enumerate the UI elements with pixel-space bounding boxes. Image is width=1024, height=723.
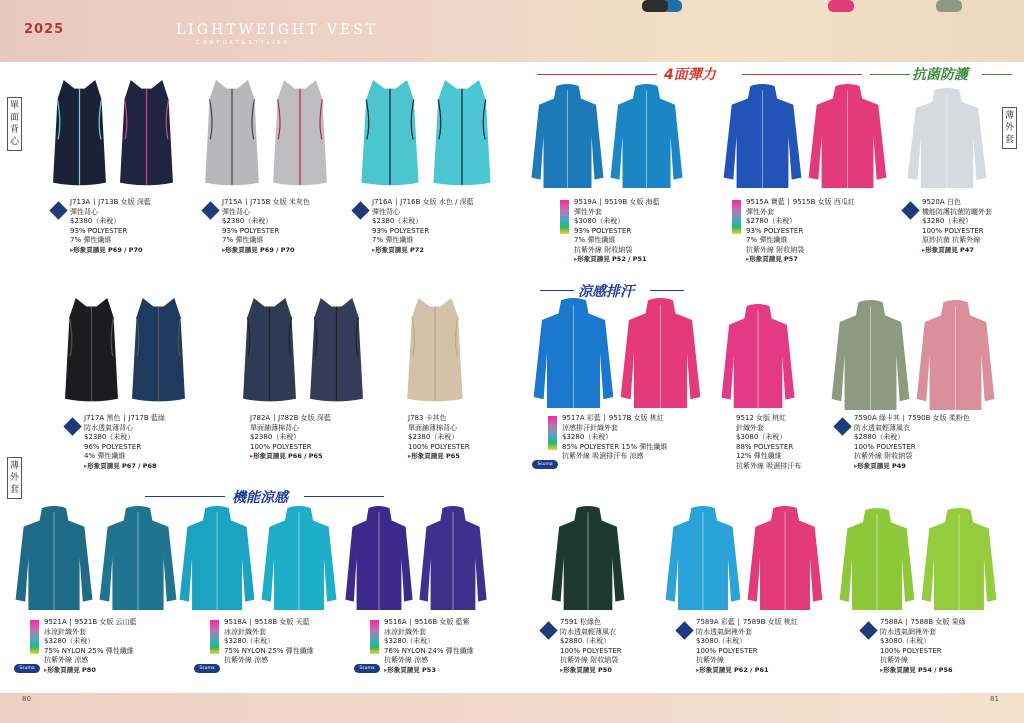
product-spec: 抗紫外線 附收納袋 bbox=[746, 245, 805, 254]
page-number-left: 80 bbox=[22, 695, 31, 703]
product-spec: $2380（未稅） bbox=[372, 217, 423, 225]
product-spec: 抗紫外線 涼感 bbox=[384, 656, 429, 664]
footer-banner bbox=[0, 693, 1024, 723]
product-info-p9512 bbox=[736, 414, 801, 471]
product-image-p7590 bbox=[830, 300, 996, 410]
product-spec: $2380（未稅） bbox=[222, 217, 273, 225]
product-spec: 93% POLYESTER bbox=[70, 226, 128, 235]
tab-vest: 單 面 背 心 bbox=[7, 97, 22, 151]
product-info-p9519 bbox=[574, 198, 660, 265]
product-spec: $3280（未稅） bbox=[922, 217, 973, 225]
product-title: 7589A 彩藍 ∣ 7589B 女版 桃紅 bbox=[696, 618, 798, 626]
product-spec: 75% NYLON 25% 彈性纖維 bbox=[44, 646, 134, 655]
fabric-logo-icon: Ssuma bbox=[14, 664, 40, 673]
product-spec: 抗紫外線 吸濕排汗布 涼感 bbox=[562, 452, 644, 460]
section-line bbox=[540, 290, 574, 291]
product-spec: 冰涼針織外套 bbox=[384, 627, 426, 636]
product-image-p9517 bbox=[532, 298, 702, 408]
product-spec: 抗紫外線 bbox=[880, 656, 908, 664]
product-image-p9518 bbox=[178, 506, 338, 610]
product-image-j715 bbox=[200, 80, 332, 188]
product-title: J783 卡其色 bbox=[408, 414, 447, 422]
product-spec: 抗紫外線 附收納袋 bbox=[574, 245, 633, 254]
product-spec: 冰涼針織外套 bbox=[44, 627, 86, 636]
product-image-p7588 bbox=[838, 508, 998, 610]
product-image-p9515 bbox=[722, 84, 888, 188]
product-spec: $2380（未稅） bbox=[408, 433, 459, 441]
feature-badge-icon bbox=[833, 417, 851, 435]
product-spec: 75% NYLON 25% 彈性纖維 bbox=[224, 646, 314, 655]
tab-thin-jacket-right: 薄 外 套 bbox=[1002, 107, 1017, 149]
storage-pouch-icon bbox=[936, 0, 962, 12]
header-banner bbox=[0, 0, 1024, 62]
product-spec: $3280（未稅） bbox=[44, 637, 95, 645]
page-reference: ▸ 形象頁請見 P50 bbox=[560, 666, 622, 676]
product-spec: 12% 彈性纖維 bbox=[736, 452, 782, 460]
section-line bbox=[870, 74, 910, 75]
product-spec: 85% POLYESTER 15% 彈性纖維 bbox=[562, 442, 668, 451]
page-reference: ▸ 形象頁請見 P57 bbox=[746, 255, 855, 265]
product-spec: 93% POLYESTER bbox=[746, 226, 804, 235]
product-image-j783 bbox=[402, 298, 468, 404]
product-spec: 100% POLYESTER bbox=[922, 226, 984, 235]
product-title: 9512 女版 桃紅 bbox=[736, 414, 787, 422]
product-spec: 防水透氣網裡外套 bbox=[880, 627, 936, 636]
section-cooling-wicking: 涼感排汗 bbox=[578, 284, 634, 300]
page-reference: ▸ 形象頁請見 P67 / P68 bbox=[84, 462, 165, 472]
page-reference: ▸ 形象頁請見 P66 / P65 bbox=[250, 452, 331, 462]
page-reference: ▸ 形象頁請見 P72 bbox=[372, 246, 474, 256]
product-spec: 100% POLYESTER bbox=[696, 646, 758, 655]
product-spec: 7% 彈性纖維 bbox=[746, 236, 788, 244]
product-info-j716 bbox=[372, 198, 474, 255]
product-spec: 抗紫外線 bbox=[696, 656, 724, 664]
product-spec: 93% POLYESTER bbox=[222, 226, 280, 235]
page-title: LIGHTWEIGHT VEST bbox=[176, 22, 379, 38]
product-spec: 單面鋪薄棉背心 bbox=[250, 423, 299, 432]
page-reference: ▸ 形象頁請見 P53 bbox=[384, 666, 474, 676]
page-subtitle: COMFORT&STYLISH bbox=[196, 40, 291, 46]
feature-badge-icon bbox=[901, 201, 919, 219]
product-spec: $3080（未稅） bbox=[696, 637, 747, 645]
product-spec: $3280（未稅） bbox=[224, 637, 275, 645]
feature-icons-stack bbox=[560, 200, 569, 234]
section-line bbox=[742, 74, 862, 75]
page-reference: ▸ 形象頁請見 P80 bbox=[44, 666, 137, 676]
feature-badge-icon bbox=[63, 417, 81, 435]
product-info-j715 bbox=[222, 198, 310, 255]
page-reference: ▸ 形象頁請見 P54 / P56 bbox=[880, 666, 966, 676]
page-number-right: 81 bbox=[990, 695, 999, 703]
product-spec: $2380（未稅） bbox=[84, 433, 135, 441]
product-spec: 4% 彈性纖維 bbox=[84, 452, 126, 460]
product-spec: 抗紫外線 附收納袋 bbox=[854, 452, 913, 460]
feature-icons-stack bbox=[30, 620, 39, 654]
product-info-p9521 bbox=[44, 618, 137, 675]
product-spec: 冰涼針織外套 bbox=[224, 627, 266, 636]
page-reference: ▸ 形象頁請見 P65 bbox=[408, 452, 470, 462]
feature-icons-stack bbox=[370, 620, 379, 654]
section-line bbox=[650, 290, 684, 291]
section-antibacterial: 抗菌防護 bbox=[912, 67, 968, 83]
page-reference: ▸ 形象頁請見 P69 / P70 bbox=[70, 246, 151, 256]
product-info-p7590 bbox=[854, 414, 970, 471]
feature-icons-stack bbox=[732, 200, 741, 234]
product-info-p7589 bbox=[696, 618, 798, 675]
product-title: 9518A ∣ 9518B 女版 天藍 bbox=[224, 618, 310, 626]
product-info-p7591 bbox=[560, 618, 622, 675]
product-spec: 100% POLYESTER bbox=[854, 442, 916, 451]
product-spec: 防水透氣輕薄風衣 bbox=[854, 423, 910, 432]
product-info-j782 bbox=[250, 414, 331, 462]
product-info-j713 bbox=[70, 198, 151, 255]
product-spec: 7% 彈性纖維 bbox=[372, 236, 414, 244]
product-image-p7589 bbox=[664, 506, 824, 610]
product-spec: 100% POLYESTER bbox=[560, 646, 622, 655]
product-info-j783 bbox=[408, 414, 470, 462]
product-spec: 機能防護抗菌防曬外套 bbox=[922, 207, 992, 216]
section-four-way-stretch: 4面彈力 bbox=[664, 67, 716, 83]
product-title: 9515A 寶藍 ∣ 9515B 女版 西瓜紅 bbox=[746, 198, 855, 206]
product-image-j782 bbox=[238, 298, 368, 404]
product-image-p9512 bbox=[720, 304, 796, 408]
product-spec: 彈性背心 bbox=[222, 207, 250, 216]
section-line bbox=[304, 496, 384, 497]
product-spec: $3080（未稅） bbox=[574, 217, 625, 225]
section-line bbox=[145, 496, 225, 497]
product-spec: 7% 彈性纖維 bbox=[574, 236, 616, 244]
product-spec: $2880（未稅） bbox=[560, 637, 611, 645]
product-title: J713A ∣ J713B 女版 深藍 bbox=[70, 198, 151, 206]
product-spec: 涼感排汗針織外套 bbox=[562, 423, 618, 432]
product-spec: 93% POLYESTER bbox=[372, 226, 430, 235]
product-spec: $3080（未稅） bbox=[736, 433, 787, 441]
product-spec: $2880（未稅） bbox=[854, 433, 905, 441]
product-spec: 單面鋪薄棉背心 bbox=[408, 423, 457, 432]
feature-badge-icon bbox=[539, 621, 557, 639]
section-functional-cooling: 機能涼感 bbox=[232, 490, 288, 506]
feature-badge-icon bbox=[201, 201, 219, 219]
product-spec: $3080（未稅） bbox=[880, 637, 931, 645]
product-info-p9515 bbox=[746, 198, 855, 265]
product-spec: $2780（未稅） bbox=[746, 217, 797, 225]
feature-badge-icon bbox=[351, 201, 369, 219]
section-line bbox=[982, 74, 1012, 75]
product-title: 9516A ∣ 9516B 女版 藍紫 bbox=[384, 618, 470, 626]
page-reference: ▸ 形象頁請見 P47 bbox=[922, 246, 992, 256]
product-spec: 7% 彈性纖維 bbox=[222, 236, 264, 244]
product-spec: 彈性背心 bbox=[70, 207, 98, 216]
product-title: J715A ∣ J715B 女版 米灰色 bbox=[222, 198, 310, 206]
page-reference: ▸ 形象頁請見 P52 / P51 bbox=[574, 255, 660, 265]
product-info-j717 bbox=[84, 414, 165, 471]
product-spec: 抗紫外線 涼感 bbox=[44, 656, 89, 664]
product-spec: 抗紫外線 涼感 bbox=[224, 656, 269, 664]
product-title: 7590A 綠卡其 ∣ 7590B 女版 柔粉色 bbox=[854, 414, 970, 422]
product-spec: $2380（未稅） bbox=[250, 433, 301, 441]
product-title: 9521A ∣ 9521B 女版 云山藍 bbox=[44, 618, 137, 626]
product-title: J717A 黑色 ∣ J717B 藍綠 bbox=[84, 414, 165, 422]
product-image-p9520 bbox=[906, 88, 988, 188]
fabric-logo-icon: Ssuma bbox=[532, 460, 558, 469]
product-spec: 76% NYLON 24% 彈性纖維 bbox=[384, 646, 474, 655]
product-spec: 彈性背心 bbox=[372, 207, 400, 216]
product-spec: 100% POLYESTER bbox=[250, 442, 312, 451]
product-spec: 原紗抗菌 抗紫外線 bbox=[922, 236, 981, 244]
product-spec: 針織外套 bbox=[736, 423, 764, 432]
product-spec: 防水透氣輕薄風衣 bbox=[560, 627, 616, 636]
product-spec: $2380（未稅） bbox=[70, 217, 121, 225]
product-image-p9516 bbox=[344, 506, 488, 610]
product-info-p9516 bbox=[384, 618, 474, 675]
page-reference: ▸ 形象頁請見 P49 bbox=[854, 462, 970, 472]
product-spec: 彈性外套 bbox=[574, 207, 602, 216]
feature-badge-icon bbox=[49, 201, 67, 219]
product-spec: 抗紫外線 吸濕排汗布 bbox=[736, 461, 802, 470]
product-image-j717 bbox=[60, 298, 190, 404]
product-spec: $3280（未稅） bbox=[384, 637, 435, 645]
catalog-year: 2025 bbox=[24, 22, 65, 37]
product-title: 9517A 彩藍 ∣ 9517B 女版 桃紅 bbox=[562, 414, 664, 422]
product-spec: $3280（未稅） bbox=[562, 433, 613, 441]
feature-badge-icon bbox=[675, 621, 693, 639]
product-spec: 抗紫外線 附收納袋 bbox=[560, 656, 619, 664]
product-title: 7588A ∣ 7588B 女版 果綠 bbox=[880, 618, 966, 626]
product-image-p7591 bbox=[550, 506, 626, 610]
product-spec: 100% POLYESTER bbox=[408, 442, 470, 451]
product-spec: 彈性外套 bbox=[746, 207, 774, 216]
feature-icons-stack bbox=[210, 620, 219, 654]
page-reference: ▸ 形象頁請見 P62 / P61 bbox=[696, 666, 798, 676]
storage-pouch-icon bbox=[642, 0, 668, 12]
fabric-logo-icon: Ssuma bbox=[194, 664, 220, 673]
product-spec: 7% 彈性纖維 bbox=[70, 236, 112, 244]
product-image-j713 bbox=[48, 80, 178, 188]
product-spec: 防水透氣薄背心 bbox=[84, 423, 133, 432]
product-spec: 防水透氣網裡外套 bbox=[696, 627, 752, 636]
product-title: 7591 松綠色 bbox=[560, 618, 602, 626]
product-info-p7588 bbox=[880, 618, 966, 675]
tab-thin-jacket-left: 薄 外 套 bbox=[7, 457, 22, 499]
product-image-j716 bbox=[356, 80, 496, 188]
product-title: J782A ∣ J782B 女版 深藍 bbox=[250, 414, 331, 422]
product-info-p9518 bbox=[224, 618, 314, 666]
page-reference: ▸ 形象頁請見 P69 / P70 bbox=[222, 246, 310, 256]
product-spec: 96% POLYESTER bbox=[84, 442, 142, 451]
product-title: J716A ∣ J716B 女版 水色 / 深藍 bbox=[372, 198, 474, 206]
section-line bbox=[537, 74, 657, 75]
product-image-p9519 bbox=[530, 84, 684, 188]
fabric-logo-icon: Ssuma bbox=[354, 664, 380, 673]
product-image-p9521 bbox=[14, 506, 178, 610]
product-spec: 88% POLYESTER bbox=[736, 442, 794, 451]
product-spec: 100% POLYESTER bbox=[880, 646, 942, 655]
product-title: 9519A ∣ 9519B 女版 海藍 bbox=[574, 198, 660, 206]
product-info-p9517 bbox=[562, 414, 667, 462]
product-title: 9520A 白色 bbox=[922, 198, 961, 206]
feature-badge-icon bbox=[859, 621, 877, 639]
product-spec: 93% POLYESTER bbox=[574, 226, 632, 235]
product-info-p9520 bbox=[922, 198, 992, 255]
feature-icons-stack bbox=[548, 416, 557, 450]
storage-pouch-icon bbox=[828, 0, 854, 12]
